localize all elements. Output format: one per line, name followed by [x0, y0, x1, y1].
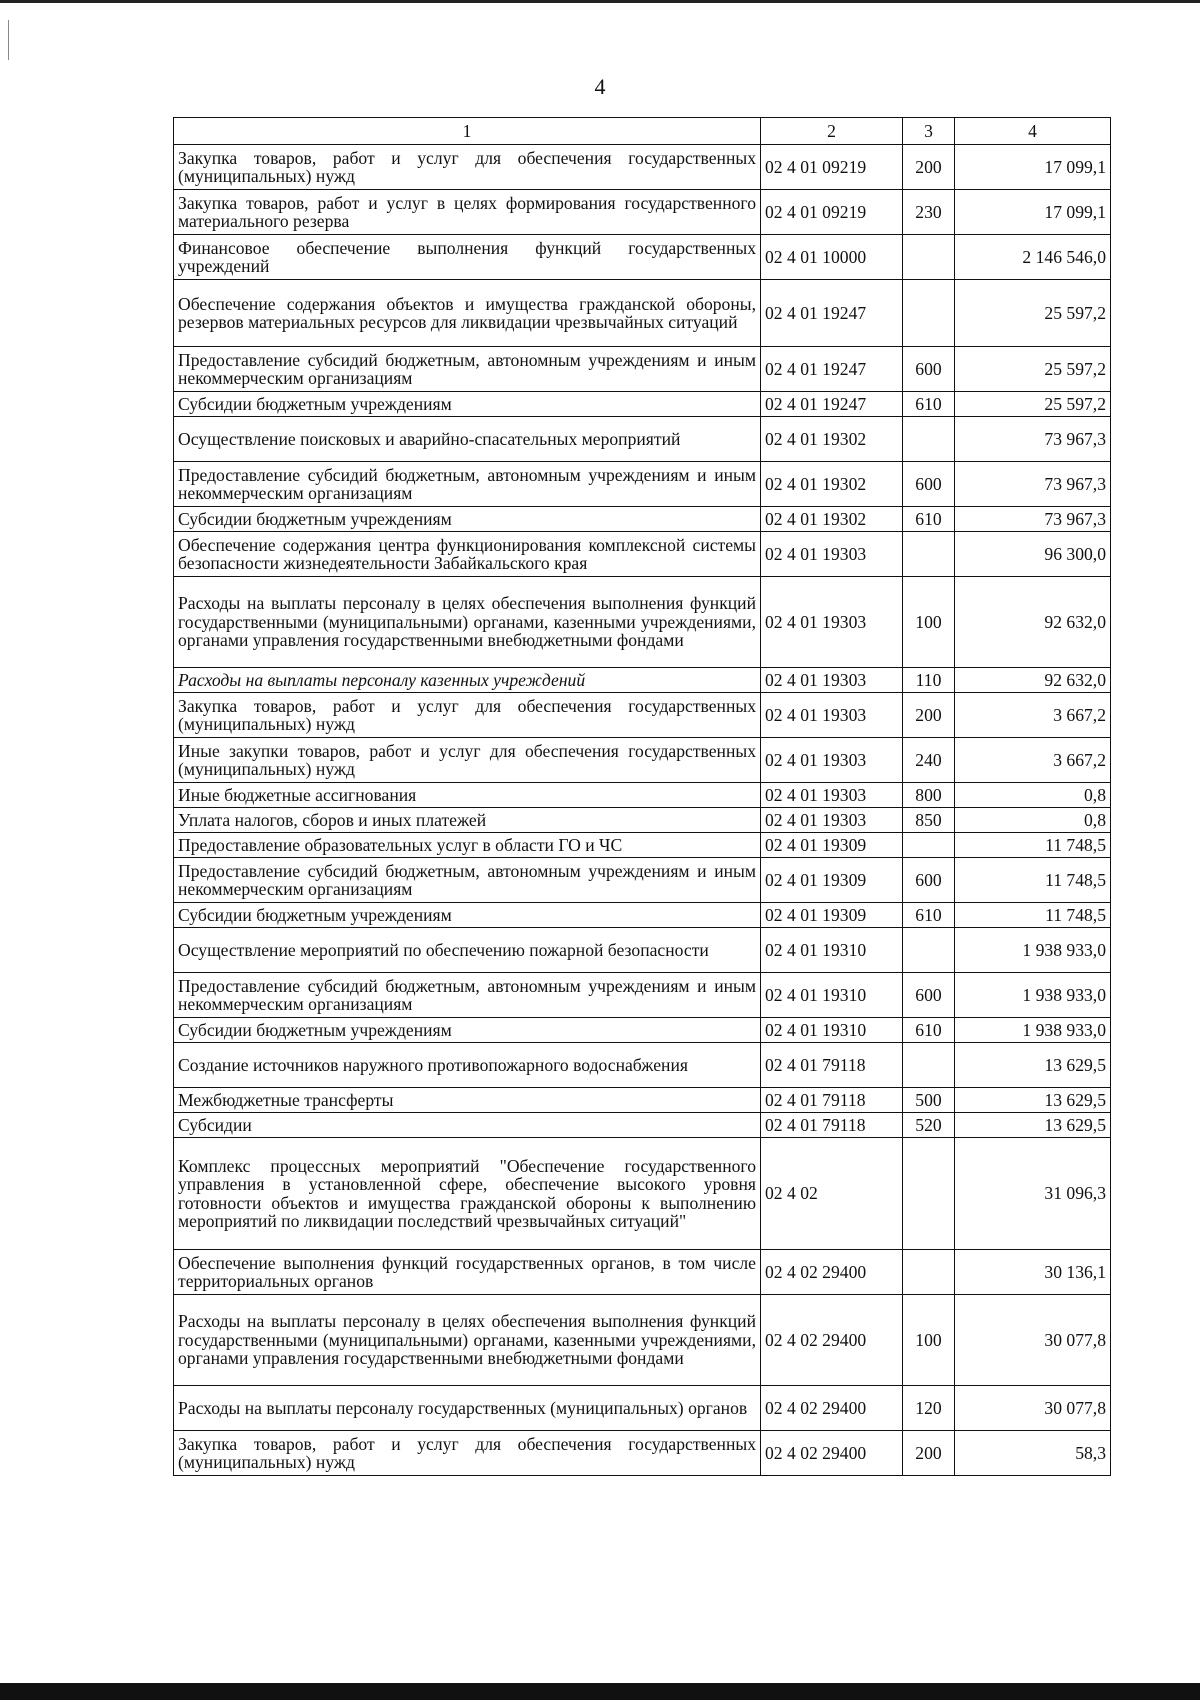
row-amount-cell: 13 629,5 [955, 1088, 1111, 1113]
table-row [174, 417, 1111, 462]
row-code-cell: 02 4 01 79118 [761, 1113, 903, 1138]
row-amount-cell: 92 632,0 [955, 577, 1111, 668]
row-name-cell: Обеспечение содержания объектов и имущества гражданской обороны, резервов материальных ресурсов для ликвидации чрезвычайных ситуаций [174, 280, 761, 347]
row-name-cell: Субсидии бюджетным учреждениям [174, 1018, 761, 1043]
table-row [174, 973, 1111, 1018]
budget-table [173, 117, 1111, 1476]
row-type-cell [903, 833, 955, 858]
row-name-cell: Осуществление мероприятий по обеспечению пожарной безопасности [174, 928, 761, 973]
scan-edge-top [0, 0, 1200, 3]
row-amount-cell: 11 748,5 [955, 903, 1111, 928]
row-type-cell [903, 1250, 955, 1295]
row-type-cell: 500 [903, 1088, 955, 1113]
row-code-cell: 02 4 01 19309 [761, 833, 903, 858]
row-amount-cell: 17 099,1 [955, 145, 1111, 190]
row-code-cell: 02 4 01 19303 [761, 668, 903, 693]
row-amount-cell: 73 967,3 [955, 462, 1111, 507]
row-name-cell: Расходы на выплаты персоналу в целях обеспечения выполнения функций государственными (муниципальными) органами, казенными учреждениями, органами управления государственными внебюджетными фондами [174, 1295, 761, 1386]
row-name-cell: Расходы на выплаты персоналу государственных (муниципальных) органов [174, 1386, 761, 1431]
table-row [174, 532, 1111, 577]
table-row [174, 1088, 1111, 1113]
row-name-cell: Иные бюджетные ассигнования [174, 783, 761, 808]
row-amount-cell: 25 597,2 [955, 392, 1111, 417]
row-type-cell: 240 [903, 738, 955, 783]
row-amount-cell: 58,3 [955, 1431, 1111, 1476]
row-code-cell: 02 4 01 19309 [761, 903, 903, 928]
table-row [174, 1386, 1111, 1431]
row-type-cell: 200 [903, 145, 955, 190]
row-code-cell: 02 4 01 19310 [761, 928, 903, 973]
row-code-cell: 02 4 01 19309 [761, 858, 903, 903]
row-amount-cell: 73 967,3 [955, 507, 1111, 532]
row-type-cell: 600 [903, 347, 955, 392]
row-type-cell [903, 1138, 955, 1250]
scan-edge-left [8, 20, 9, 60]
table-row [174, 1018, 1111, 1043]
row-code-cell: 02 4 02 [761, 1138, 903, 1250]
row-name-cell: Обеспечение выполнения функций государственных органов, в том числе территориальных органов [174, 1250, 761, 1295]
row-name-cell: Межбюджетные трансферты [174, 1088, 761, 1113]
row-amount-cell: 92 632,0 [955, 668, 1111, 693]
header-cell-4: 4 [955, 118, 1111, 145]
row-type-cell [903, 417, 955, 462]
header-cell-3: 3 [903, 118, 955, 145]
page-number: 4 [594, 74, 606, 99]
row-name-cell: Субсидии бюджетным учреждениям [174, 392, 761, 417]
row-type-cell: 100 [903, 577, 955, 668]
scan-edge-bottom [0, 1683, 1200, 1700]
row-type-cell: 850 [903, 808, 955, 833]
row-amount-cell: 11 748,5 [955, 833, 1111, 858]
row-name-cell: Осуществление поисковых и аварийно-спасательных мероприятий [174, 417, 761, 462]
row-type-cell: 800 [903, 783, 955, 808]
row-name-cell: Предоставление субсидий бюджетным, автономным учреждениям и иным некоммерческим организациям [174, 347, 761, 392]
table-row [174, 928, 1111, 973]
row-amount-cell: 0,8 [955, 808, 1111, 833]
table-row [174, 347, 1111, 392]
row-code-cell: 02 4 01 19303 [761, 738, 903, 783]
table-row [174, 903, 1111, 928]
row-name-cell: Субсидии [174, 1113, 761, 1138]
row-code-cell: 02 4 02 29400 [761, 1295, 903, 1386]
table-row [174, 858, 1111, 903]
row-type-cell [903, 280, 955, 347]
table-row [174, 1295, 1111, 1386]
row-amount-cell: 11 748,5 [955, 858, 1111, 903]
row-amount-cell: 1 938 933,0 [955, 1018, 1111, 1043]
row-type-cell: 520 [903, 1113, 955, 1138]
row-amount-cell: 3 667,2 [955, 738, 1111, 783]
row-amount-cell: 31 096,3 [955, 1138, 1111, 1250]
row-type-cell: 600 [903, 462, 955, 507]
table-header-row [174, 118, 1111, 145]
header-cell-1: 1 [174, 118, 761, 145]
row-name-cell: Субсидии бюджетным учреждениям [174, 903, 761, 928]
row-amount-cell: 1 938 933,0 [955, 973, 1111, 1018]
row-name-cell: Иные закупки товаров, работ и услуг для обеспечения государственных (муниципальных) нужд [174, 738, 761, 783]
row-type-cell: 100 [903, 1295, 955, 1386]
table-row [174, 1431, 1111, 1476]
row-code-cell: 02 4 01 19302 [761, 417, 903, 462]
row-type-cell [903, 532, 955, 577]
table-row [174, 783, 1111, 808]
row-name-cell: Создание источников наружного противопожарного водоснабжения [174, 1043, 761, 1088]
row-code-cell: 02 4 01 19303 [761, 577, 903, 668]
row-code-cell: 02 4 01 09219 [761, 145, 903, 190]
row-amount-cell: 73 967,3 [955, 417, 1111, 462]
row-type-cell: 230 [903, 190, 955, 235]
table-row [174, 392, 1111, 417]
table-row [174, 577, 1111, 668]
row-amount-cell: 1 938 933,0 [955, 928, 1111, 973]
row-type-cell: 610 [903, 507, 955, 532]
row-code-cell: 02 4 01 19310 [761, 1018, 903, 1043]
row-type-cell [903, 235, 955, 280]
row-code-cell: 02 4 02 29400 [761, 1386, 903, 1431]
row-type-cell: 110 [903, 668, 955, 693]
row-name-cell: Субсидии бюджетным учреждениям [174, 507, 761, 532]
table-row [174, 235, 1111, 280]
table-row [174, 808, 1111, 833]
table-row [174, 738, 1111, 783]
row-code-cell: 02 4 01 19303 [761, 783, 903, 808]
row-code-cell: 02 4 01 19302 [761, 462, 903, 507]
table-row [174, 1113, 1111, 1138]
row-amount-cell: 96 300,0 [955, 532, 1111, 577]
row-code-cell: 02 4 01 10000 [761, 235, 903, 280]
row-code-cell: 02 4 01 19310 [761, 973, 903, 1018]
row-code-cell: 02 4 01 19247 [761, 347, 903, 392]
row-name-cell: Закупка товаров, работ и услуг в целях формирования государственного материального резерва [174, 190, 761, 235]
row-code-cell: 02 4 01 19303 [761, 693, 903, 738]
row-code-cell: 02 4 01 19247 [761, 280, 903, 347]
row-name-cell: Предоставление субсидий бюджетным, автономным учреждениям и иным некоммерческим организациям [174, 973, 761, 1018]
row-code-cell: 02 4 01 79118 [761, 1088, 903, 1113]
row-name-cell: Закупка товаров, работ и услуг для обеспечения государственных (муниципальных) нужд [174, 1431, 761, 1476]
row-amount-cell: 0,8 [955, 783, 1111, 808]
row-name-cell: Расходы на выплаты персоналу в целях обеспечения выполнения функций государственными (муниципальными) органами, казенными учреждениями, органами управления государственными внебюджетными фондами [174, 577, 761, 668]
row-amount-cell: 30 136,1 [955, 1250, 1111, 1295]
row-type-cell [903, 928, 955, 973]
row-type-cell: 610 [903, 1018, 955, 1043]
row-code-cell: 02 4 01 19247 [761, 392, 903, 417]
row-type-cell: 610 [903, 903, 955, 928]
row-name-cell: Финансовое обеспечение выполнения функций государственных учреждений [174, 235, 761, 280]
row-name-cell: Обеспечение содержания центра функционирования комплексной системы безопасности жизнедеятельности Забайкальского края [174, 532, 761, 577]
table-body [174, 145, 1111, 1476]
row-name-cell: Предоставление субсидий бюджетным, автономным учреждениям и иным некоммерческим организациям [174, 858, 761, 903]
row-code-cell: 02 4 01 79118 [761, 1043, 903, 1088]
row-type-cell: 200 [903, 1431, 955, 1476]
table-row [174, 507, 1111, 532]
row-code-cell: 02 4 01 19302 [761, 507, 903, 532]
table-row [174, 1043, 1111, 1088]
table-row [174, 693, 1111, 738]
table-row [174, 462, 1111, 507]
row-amount-cell: 25 597,2 [955, 347, 1111, 392]
row-name-cell: Уплата налогов, сборов и иных платежей [174, 808, 761, 833]
row-amount-cell: 13 629,5 [955, 1043, 1111, 1088]
row-type-cell: 610 [903, 392, 955, 417]
row-code-cell: 02 4 01 19303 [761, 532, 903, 577]
row-name-cell: Предоставление субсидий бюджетным, автономным учреждениям и иным некоммерческим организациям [174, 462, 761, 507]
row-code-cell: 02 4 01 09219 [761, 190, 903, 235]
table-row [174, 668, 1111, 693]
row-type-cell: 600 [903, 858, 955, 903]
row-name-cell: Комплекс процессных мероприятий "Обеспечение государственного управления в установленной сфере, обеспечение высокого уровня готовности объектов и имущества гражданской обороны к выполнению мероприятий по ликвидации последствий чрезвычайных ситуаций" [174, 1138, 761, 1250]
row-type-cell: 600 [903, 973, 955, 1018]
row-code-cell: 02 4 01 19303 [761, 808, 903, 833]
table-row [174, 1250, 1111, 1295]
row-code-cell: 02 4 02 29400 [761, 1431, 903, 1476]
header-cell-2: 2 [761, 118, 903, 145]
row-amount-cell: 17 099,1 [955, 190, 1111, 235]
row-type-cell: 120 [903, 1386, 955, 1431]
row-type-cell [903, 1043, 955, 1088]
table-row [174, 833, 1111, 858]
table-row [174, 1138, 1111, 1250]
row-amount-cell: 3 667,2 [955, 693, 1111, 738]
row-amount-cell: 13 629,5 [955, 1113, 1111, 1138]
table-row [174, 280, 1111, 347]
row-code-cell: 02 4 02 29400 [761, 1250, 903, 1295]
row-amount-cell: 30 077,8 [955, 1386, 1111, 1431]
table-row [174, 190, 1111, 235]
row-amount-cell: 25 597,2 [955, 280, 1111, 347]
row-name-cell: Закупка товаров, работ и услуг для обеспечения государственных (муниципальных) нужд [174, 145, 761, 190]
row-amount-cell: 2 146 546,0 [955, 235, 1111, 280]
row-name-cell: Расходы на выплаты персоналу казенных учреждений [174, 668, 761, 693]
row-type-cell: 200 [903, 693, 955, 738]
row-name-cell: Предоставление образовательных услуг в области ГО и ЧС [174, 833, 761, 858]
row-name-cell: Закупка товаров, работ и услуг для обеспечения государственных (муниципальных) нужд [174, 693, 761, 738]
row-amount-cell: 30 077,8 [955, 1295, 1111, 1386]
table-row [174, 145, 1111, 190]
